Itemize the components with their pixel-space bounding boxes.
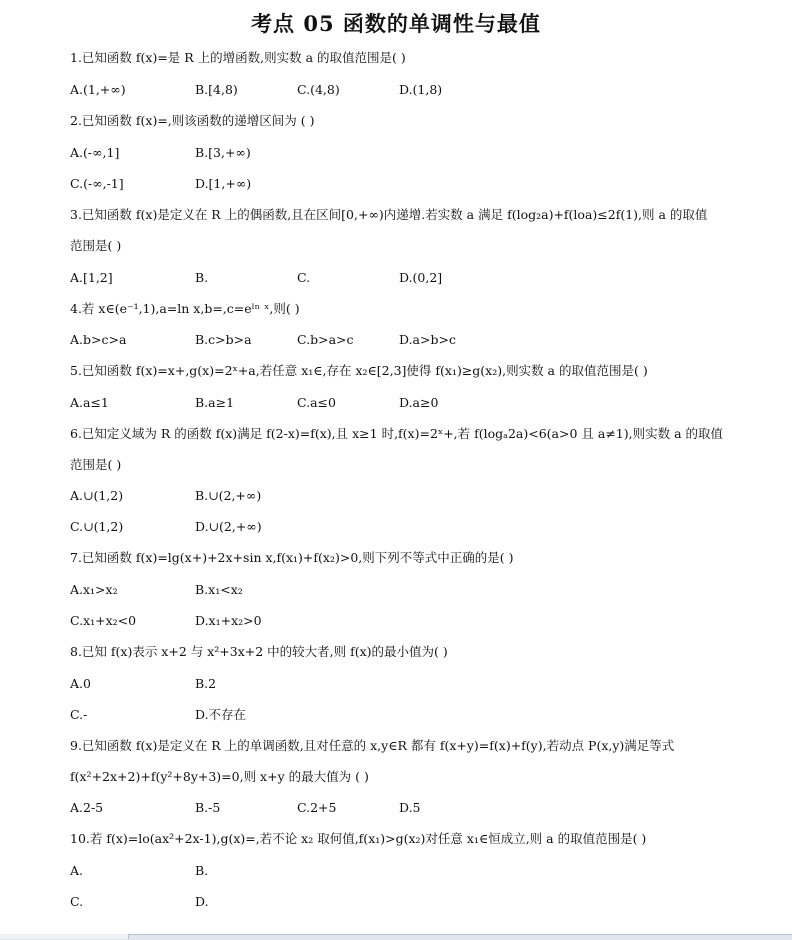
q4-option-c: C.b>a>c [297,332,354,347]
question-4: 4.若 x∈(e⁻¹,1),a=ln x,b=,c=eˡⁿ ˣ,则( ) [70,301,300,316]
q7-option-b: B.x₁<x₂ [195,582,243,597]
q6-option-c: C.∪(1,2) [70,519,124,534]
q3-option-d: D.(0,2] [399,270,443,285]
question-8: 8.已知 f(x)表示 x+2 与 x²+3x+2 中的较大者,则 f(x)的最小值为( ) [70,644,448,659]
question-9-cont: f(x²+2x+2)+f(y²+8y+3)=0,则 x+y 的最大值为 ( ) [70,769,369,784]
q4-option-d: D.a>b>c [399,332,456,347]
question-2: 2.已知函数 f(x)=,则该函数的递增区间为 ( ) [70,113,315,128]
q9-option-c: C.2+5 [297,800,337,815]
q1-option-b: B.[4,8) [195,82,238,97]
q1-option-d: D.(1,8) [399,82,443,97]
q10-option-b: B. [195,863,209,878]
q8-option-c: C.- [70,707,88,722]
page-title: 考点 05 函数的单调性与最值 [251,11,541,36]
q5-option-d: D.a≥0 [399,395,439,410]
q2-option-a: A.(-∞,1] [70,145,120,160]
question-9: 9.已知函数 f(x)是定义在 R 上的单调函数,且对任意的 x,y∈R 都有 f(x+y)=f(x)+f(y),若动点 P(x,y)满足等式 [70,738,675,753]
q5-option-b: B.a≥1 [195,395,235,410]
q8-option-b: B.2 [195,676,217,691]
question-3-cont: 范围是( ) [70,238,122,253]
q3-option-c: C. [297,270,311,285]
q6-option-d: D.∪(2,+∞) [195,519,262,534]
q9-option-a: A.2-5 [70,800,104,815]
q10-option-a: A. [70,863,84,878]
question-3: 3.已知函数 f(x)是定义在 R 上的偶函数,且在区间[0,+∞)内递增.若实数 a 满足 f(log₂a)+f(loa)≤2f(1),则 a 的取值 [70,207,708,222]
q1-option-a: A.(1,+∞) [70,82,126,97]
q8-option-d: D.不存在 [195,707,247,722]
q5-option-a: A.a≤1 [70,395,109,410]
q10-option-c: C. [70,894,84,909]
q2-option-d: D.[1,+∞) [195,176,252,191]
q4-option-b: B.c>b>a [195,332,252,347]
q1-option-c: C.(4,8) [297,82,340,97]
q8-option-a: A.0 [70,676,91,691]
question-6-cont: 范围是( ) [70,457,122,472]
question-6: 6.已知定义域为 R 的函数 f(x)满足 f(2-x)=f(x),且 x≥1 时,f(x)=2ˣ+,若 f(logₐ2a)<6(a>0 且 a≠1),则实数 a 的取值 [70,426,724,441]
q4-option-a: A.b>c>a [70,332,127,347]
q3-option-b: B. [195,270,209,285]
q7-option-c: C.x₁+x₂<0 [70,613,137,628]
q9-option-d: D.5 [399,800,421,815]
q9-option-b: B.-5 [195,800,221,815]
question-10: 10.若 f(x)=lo(ax²+2x-1),g(x)=,若不论 x₂ 取何值,f(x₁)>g(x₂)对任意 x₁∈恒成立,则 a 的取值范围是( ) [70,831,647,846]
q10-option-d: D. [195,894,209,909]
scrollbar-thumb[interactable] [0,934,129,939]
question-1: 1.已知函数 f(x)=是 R 上的增函数,则实数 a 的取值范围是( ) [70,50,406,65]
q2-option-c: C.(-∞,-1] [70,176,124,191]
question-5: 5.已知函数 f(x)=x+,g(x)=2ˣ+a,若任意 x₁∈,存在 x₂∈[2,3]使得 f(x₁)≥g(x₂),则实数 a 的取值范围是( ) [70,363,648,378]
q6-option-a: A.∪(1,2) [70,488,124,503]
q7-option-d: D.x₁+x₂>0 [195,613,262,628]
q3-option-a: A.[1,2] [70,270,113,285]
q6-option-b: B.∪(2,+∞) [195,488,262,503]
q7-option-a: A.x₁>x₂ [70,582,118,597]
question-7: 7.已知函数 f(x)=lg(x+)+2x+sin x,f(x₁)+f(x₂)>0,则下列不等式中正确的是( ) [70,550,514,565]
q2-option-b: B.[3,+∞) [195,145,251,160]
q5-option-c: C.a≤0 [297,395,336,410]
